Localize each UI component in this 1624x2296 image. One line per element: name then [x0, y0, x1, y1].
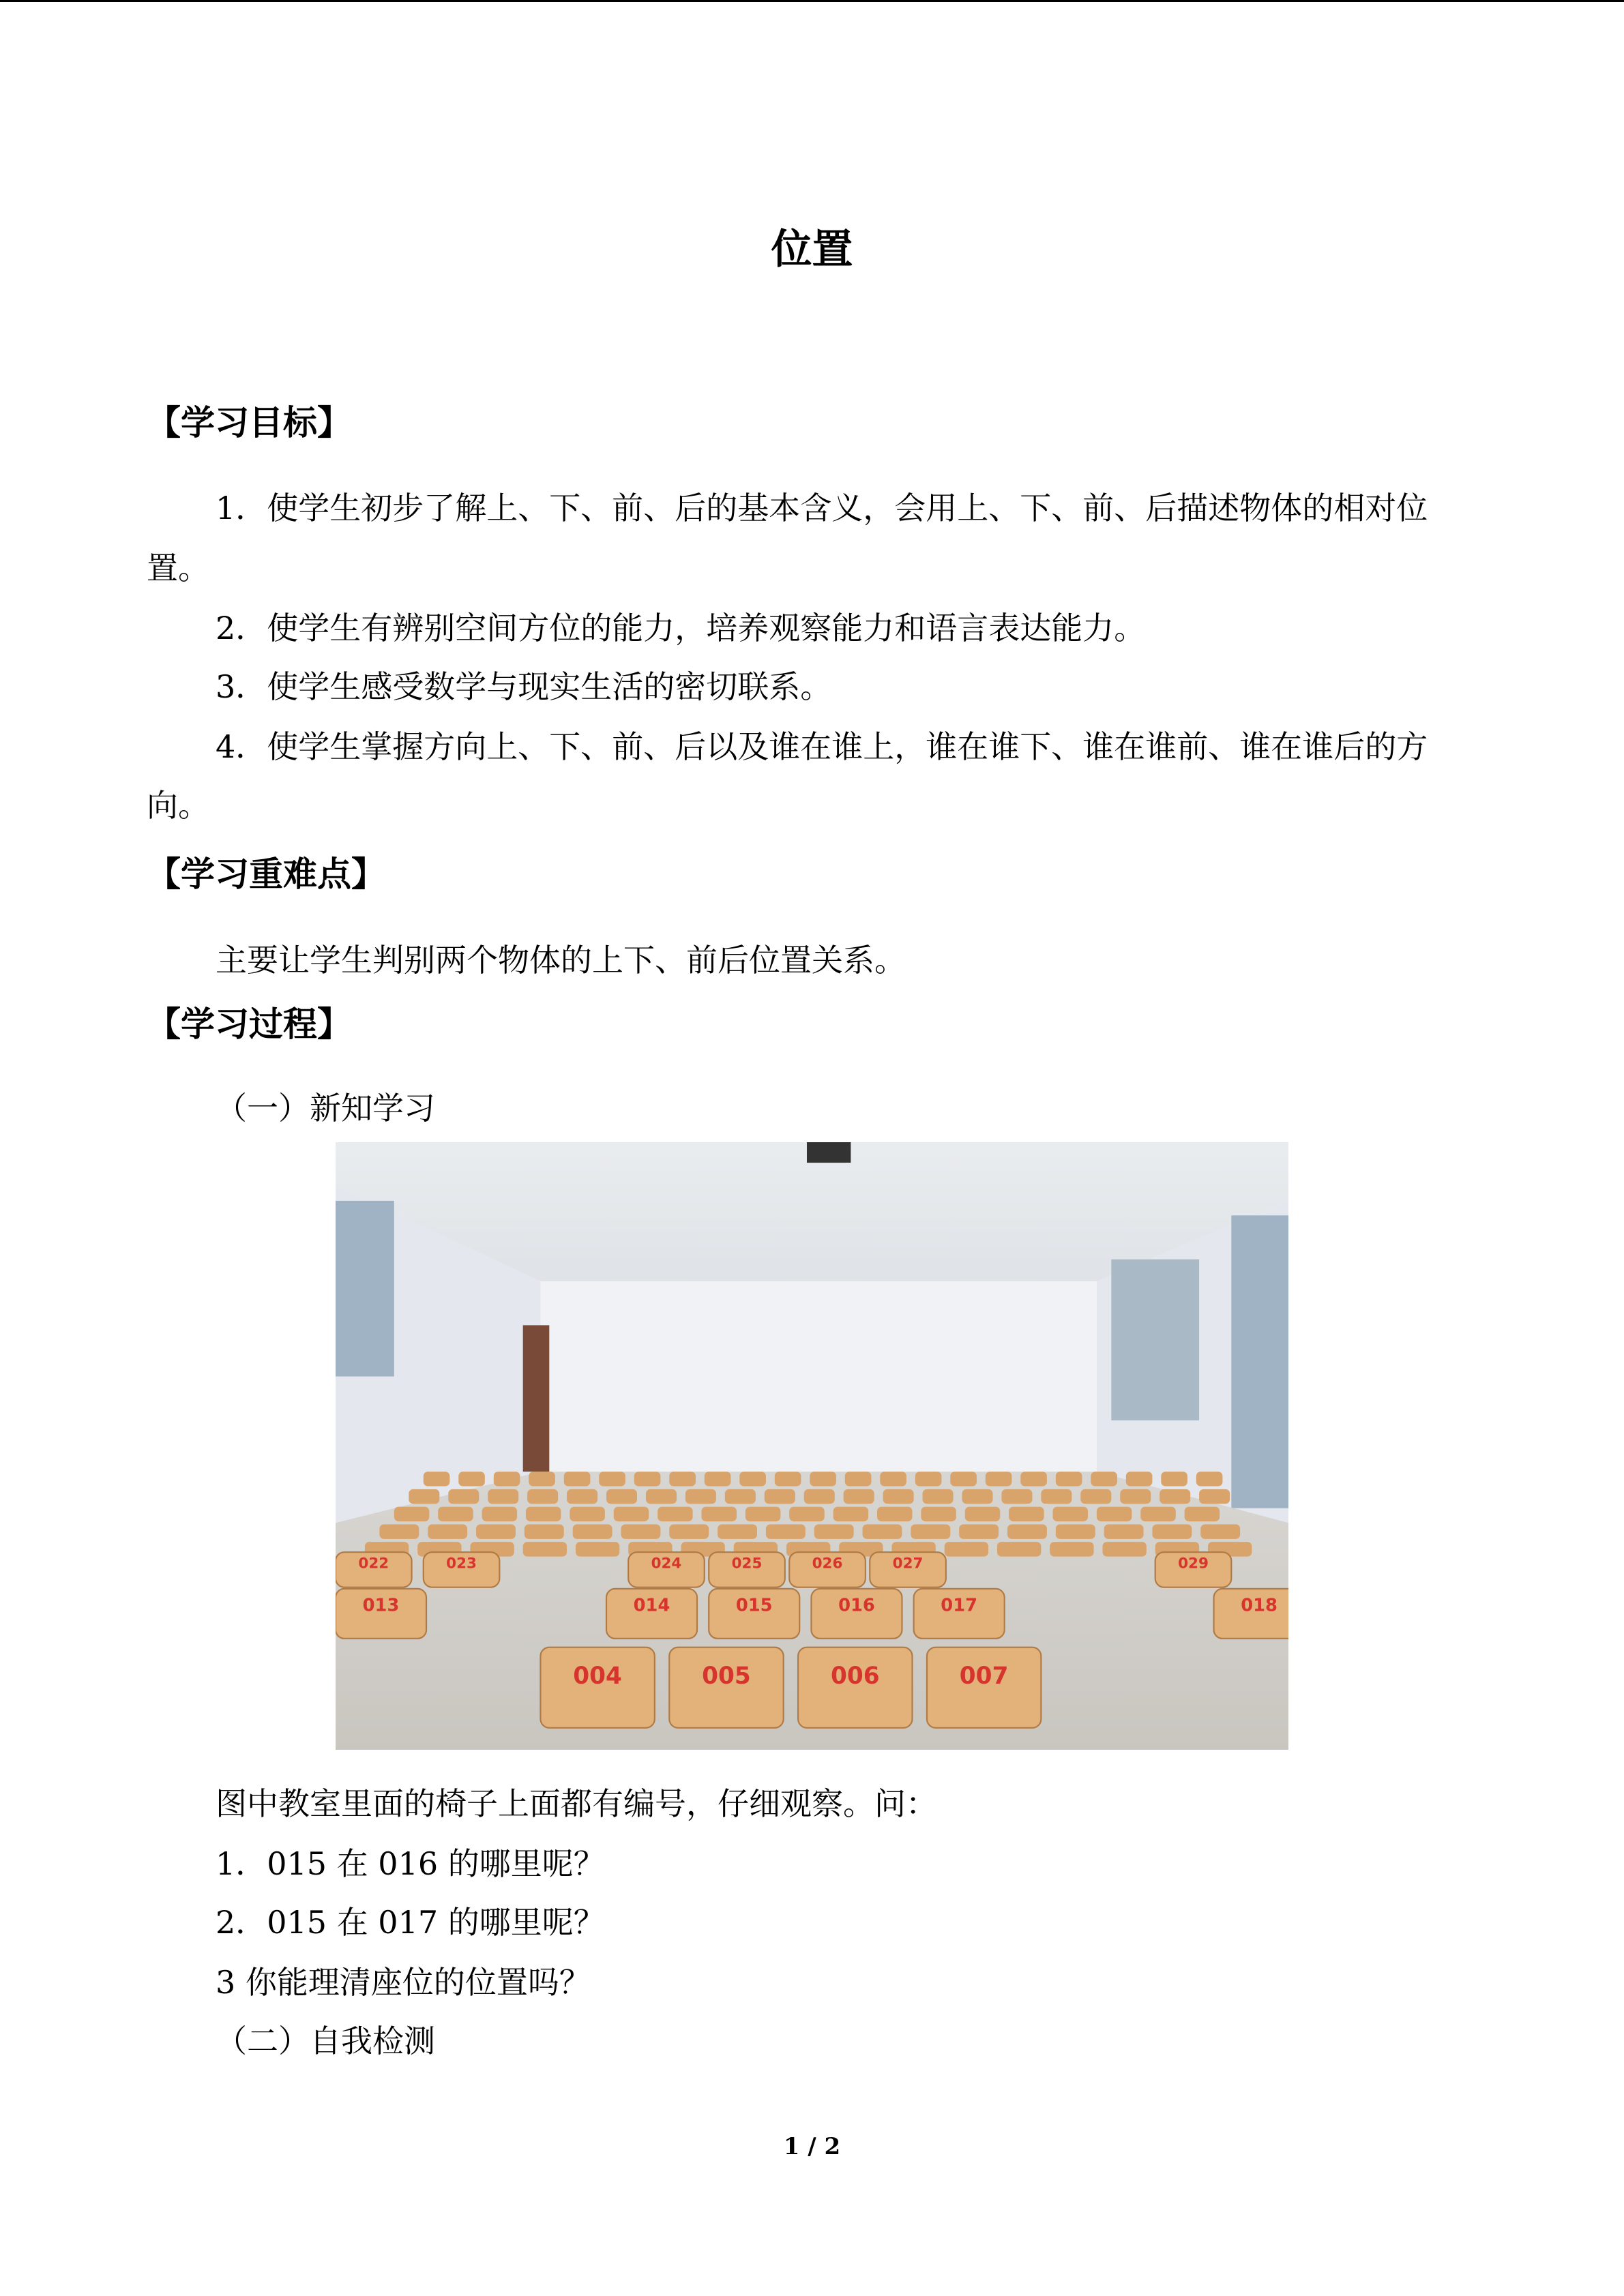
seat: [564, 1472, 591, 1486]
seat: [1056, 1524, 1095, 1538]
section-heading-objectives: 【学习目标】: [147, 402, 351, 443]
seat: [804, 1489, 835, 1504]
seat: [950, 1472, 977, 1486]
seat: [986, 1472, 1012, 1486]
seat-number: 022: [358, 1555, 389, 1572]
door: [523, 1325, 550, 1472]
seat: [962, 1489, 992, 1504]
classroom-photo: [336, 1142, 1288, 1750]
seat: [523, 1542, 567, 1556]
seat: [705, 1472, 731, 1486]
seat: [658, 1507, 693, 1521]
seat: [482, 1507, 518, 1521]
window-left: [336, 1201, 394, 1377]
seat: [739, 1472, 766, 1486]
seat: [606, 1489, 637, 1504]
seat: [814, 1524, 854, 1538]
seat: [945, 1542, 988, 1556]
seat: [476, 1524, 516, 1538]
seat-number: 015: [735, 1595, 773, 1616]
seat: [1200, 1524, 1240, 1538]
seat: [1196, 1472, 1223, 1486]
seat-number: 027: [892, 1555, 924, 1572]
seat: [1091, 1472, 1117, 1486]
seat: [529, 1472, 555, 1486]
seat: [599, 1472, 625, 1486]
seat: [1053, 1507, 1089, 1521]
page-number: 1 / 2: [783, 2133, 841, 2160]
seat-number: 004: [573, 1662, 622, 1690]
seat-number: 007: [959, 1662, 1009, 1690]
seat: [614, 1507, 649, 1521]
seat: [1126, 1472, 1153, 1486]
seat: [646, 1489, 677, 1504]
seat: [438, 1507, 473, 1521]
seat: [921, 1507, 956, 1521]
seat: [1152, 1524, 1192, 1538]
section-heading-key-points: 【学习重难点】: [147, 854, 385, 894]
seat: [833, 1507, 869, 1521]
seat: [725, 1489, 756, 1504]
seat: [379, 1524, 419, 1538]
seat: [965, 1507, 1001, 1521]
seat: [458, 1472, 485, 1486]
seat: [1140, 1507, 1176, 1521]
seat: [789, 1507, 825, 1521]
seat: [409, 1489, 439, 1504]
seat: [634, 1472, 661, 1486]
objective-item-1-cont: 置。: [147, 550, 209, 586]
seat: [883, 1489, 914, 1504]
question-1: 1．015 在 016 的哪里呢？: [216, 1845, 605, 1882]
seat: [669, 1472, 696, 1486]
seat-number: 029: [1178, 1555, 1209, 1572]
key-points-text: 主要让学生判别两个物体的上下、前后位置关系。: [216, 942, 906, 979]
seat: [428, 1524, 467, 1538]
question-2: 2．015 在 017 的哪里呢？: [216, 1904, 605, 1941]
seat: [1050, 1542, 1093, 1556]
objective-item-3: 3．使学生感受数学与现实生活的密切联系。: [216, 668, 832, 705]
seat-number: 024: [651, 1555, 682, 1572]
seat: [573, 1524, 612, 1538]
seat: [1097, 1507, 1132, 1521]
seat: [448, 1489, 479, 1504]
seat-number: 018: [1241, 1595, 1278, 1616]
seat: [915, 1472, 942, 1486]
seat-number: 005: [702, 1662, 751, 1690]
seat: [701, 1507, 737, 1521]
seat: [877, 1507, 913, 1521]
objective-item-1: 1．使学生初步了解上、下、前、后的基本含义，会用上、下、前、后描述物体的相对位: [216, 490, 1428, 526]
process-part-2: （二）自我检测: [216, 2023, 435, 2059]
seat: [1007, 1524, 1047, 1538]
seat: [394, 1507, 430, 1521]
seat: [669, 1524, 709, 1538]
seat: [1120, 1489, 1151, 1504]
seat: [567, 1489, 597, 1504]
projector: [807, 1142, 851, 1163]
seat-number: 016: [838, 1595, 875, 1616]
seat: [525, 1524, 564, 1538]
seat: [766, 1524, 806, 1538]
seat-number: 014: [633, 1595, 670, 1616]
seat: [488, 1489, 518, 1504]
seat: [844, 1489, 874, 1504]
objective-item-4-cont: 向。: [147, 787, 209, 824]
seat: [718, 1524, 757, 1538]
seat: [1199, 1489, 1230, 1504]
seat: [959, 1524, 999, 1538]
photo-caption: 图中教室里面的椅子上面都有编号，仔细观察。问：: [216, 1785, 937, 1822]
seat: [775, 1472, 801, 1486]
seat-number: 006: [830, 1662, 880, 1690]
seat: [1185, 1507, 1220, 1521]
seat-number: 025: [731, 1555, 763, 1572]
seat: [424, 1472, 450, 1486]
seat-number: 013: [362, 1595, 400, 1616]
seat: [863, 1524, 902, 1538]
seat: [527, 1489, 558, 1504]
seat: [1001, 1489, 1032, 1504]
window-right: [1111, 1259, 1199, 1420]
seat: [810, 1472, 836, 1486]
seat: [1056, 1472, 1082, 1486]
seat: [923, 1489, 954, 1504]
objective-item-2: 2．使学生有辨别空间方位的能力，培养观察能力和语言表达能力。: [216, 610, 1146, 646]
seat: [576, 1542, 619, 1556]
seat: [1009, 1507, 1044, 1521]
seat: [880, 1472, 906, 1486]
seat: [745, 1507, 781, 1521]
seat: [1104, 1524, 1144, 1538]
seat: [845, 1472, 872, 1486]
seat: [1161, 1472, 1187, 1486]
page-top-border: [0, 0, 1624, 2]
seat-number: 023: [446, 1555, 477, 1572]
seat: [494, 1472, 520, 1486]
seat-number: 017: [941, 1595, 978, 1616]
section-heading-process: 【学习过程】: [147, 1004, 351, 1044]
seat: [621, 1524, 660, 1538]
question-3: 3 你能理清座位的位置吗？: [216, 1964, 591, 2001]
process-part-1: （一）新知学习: [216, 1090, 435, 1127]
seat: [1102, 1542, 1146, 1556]
seat: [1020, 1472, 1047, 1486]
page-title: 位置: [771, 226, 853, 273]
seat: [997, 1542, 1041, 1556]
seat: [765, 1489, 795, 1504]
objective-item-4: 4．使学生掌握方向上、下、前、后以及谁在谁上，谁在谁下、谁在谁前、谁在谁后的方: [216, 728, 1428, 765]
seat: [570, 1507, 605, 1521]
seat: [911, 1524, 950, 1538]
seat: [1080, 1489, 1111, 1504]
seat: [1041, 1489, 1072, 1504]
seat: [526, 1507, 561, 1521]
seat: [1160, 1489, 1190, 1504]
seat: [685, 1489, 716, 1504]
seat-number: 026: [812, 1555, 843, 1572]
back-wall: [540, 1281, 1096, 1472]
